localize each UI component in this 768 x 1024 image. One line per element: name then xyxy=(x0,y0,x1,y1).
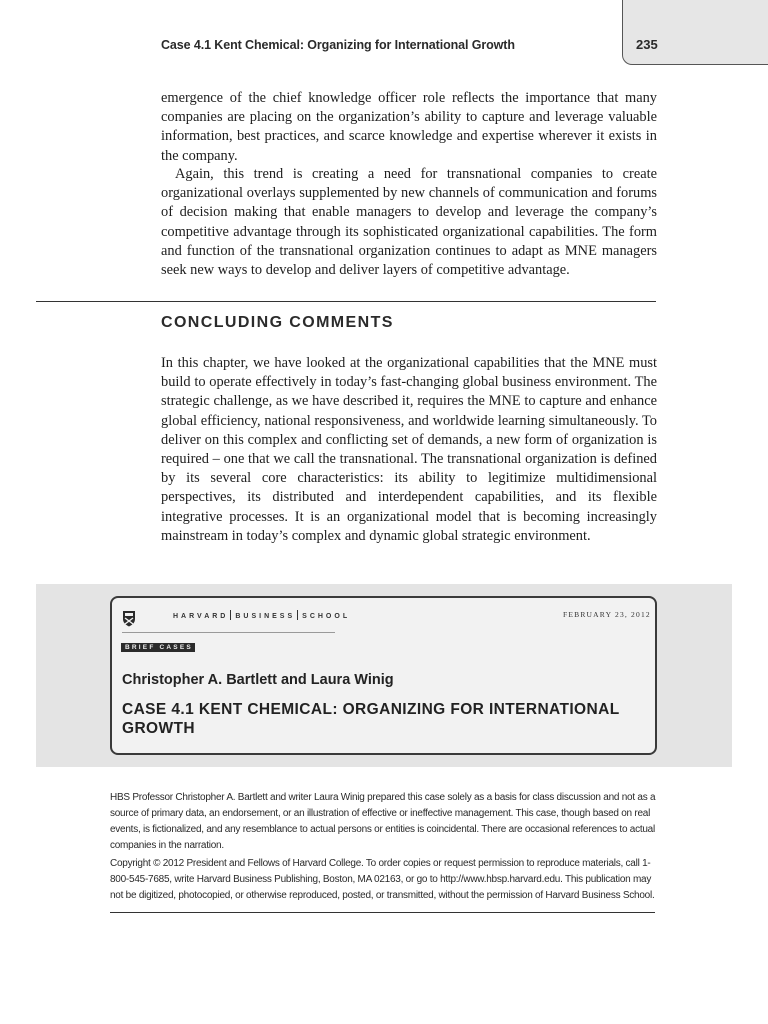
wordmark-separator xyxy=(297,610,298,620)
case-disclaimer-note: HBS Professor Christopher A. Bartlett and writer Laura Winig prepared this case solely as a basis for class discussion and not as a source of primary data, an endorsement, or an illustration of effective or ineffective management. This case, though based on real events, is fictionalized, and any resemblance to actual persons or entities is coincidental. There are occasional references to actual companies in the narration. xyxy=(110,792,656,851)
hbs-word-business: BUSINESS xyxy=(235,613,296,620)
case-title: CASE 4.1 KENT CHEMICAL: ORGANIZING FOR INTERNATIONAL GROWTH xyxy=(122,701,620,737)
section-divider xyxy=(36,301,656,302)
hbs-word-harvard: HARVARD xyxy=(173,613,229,620)
hbs-shield-icon xyxy=(122,610,136,627)
section-paragraph: In this chapter, we have looked at the organizational capabilities that the MNE must build to operate effectively in today’s fast-changing global business environment. The strategic challenge, as we have described it, requires the MNE to capture and enhance global efficiency, national responsiveness, and worldwide learning simultaneously. To deliver on this complex and conflicting set of demands, a new form of organization is required – one that we call the transnational. The transnational organization is defined by its several core characteristics: its ability to legitimize multidimensional perspectives, its distributed and interdependent capabilities, and its flexible integrative processes. It is an organizational model that is becoming increasingly mainstream in today’s complex and dynamic global strategic environment. xyxy=(161,355,657,544)
hbs-wordmark xyxy=(173,610,350,620)
running-head: Case 4.1 Kent Chemical: Organizing for International Growth xyxy=(161,38,515,52)
brief-cases-badge: BRIEF CASES xyxy=(121,643,195,652)
page-number: 235 xyxy=(636,37,658,52)
copyright-note: Copyright © 2012 President and Fellows of Harvard College. To order copies or request permission to reproduce materials, call 1-800-545-7685, write Harvard Business Publishing, Boston, MA 02163, or go to http://www.hbsp.harvard.edu. This publication may not be digitized, photocopied, or otherwise reproduced, posted, or transmitted, without the permission of Harvard Business School. xyxy=(110,858,655,901)
section-heading: CONCLUDING COMMENTS xyxy=(161,314,394,331)
hbs-word-school: SCHOOL xyxy=(302,613,351,620)
wordmark-separator xyxy=(230,610,231,620)
wordmark-rule xyxy=(122,632,335,633)
case-date: FEBRUARY 23, 2012 xyxy=(563,610,651,619)
body-paragraph: Again, this trend is creating a need for transnational companies to create organizational overlays supplemented by new channels of communication and forums of decision making that enable managers to develop and leverage the company’s competitive advantage through its sophisticated organizational capabilities. The form and function of the transnational organization continues to adapt as MNE managers seek new ways to develop and deliver layers of competitive advantage. xyxy=(161,166,657,279)
body-paragraph-continued: emergence of the chief knowledge officer role reflects the importance that many companies are placing on the organization’s ability to capture and leverage valuable information, best practices, and scarce knowledge and expertise wherever it exists in the company. xyxy=(161,90,657,164)
case-authors: Christopher A. Bartlett and Laura Winig xyxy=(122,672,394,688)
footnote-rule xyxy=(110,912,655,913)
page-corner-tab xyxy=(622,0,768,65)
